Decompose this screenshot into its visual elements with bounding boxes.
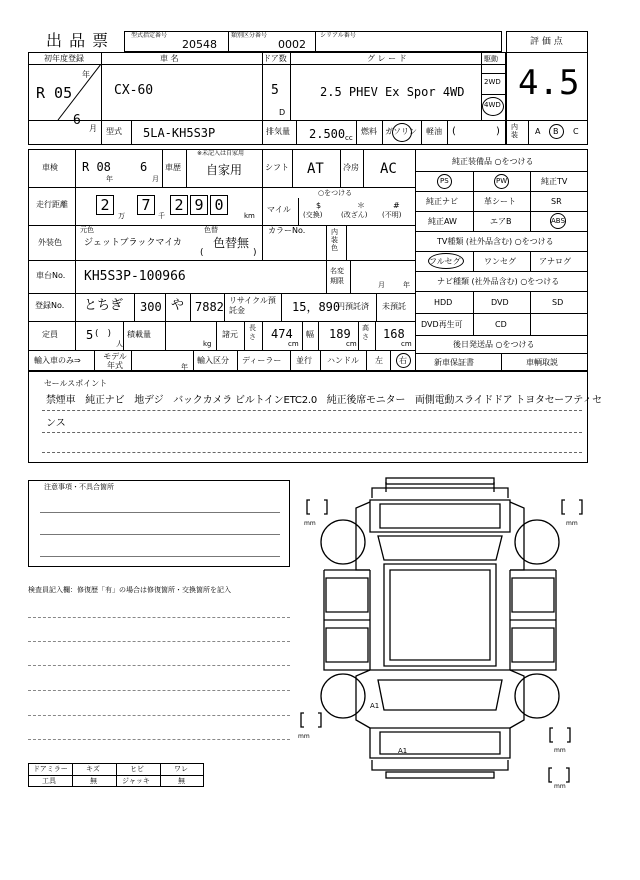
navi-type-header: ナビ種類 (社外品含む) ○をつける	[437, 277, 560, 286]
irokae-paren-open: (	[200, 248, 204, 258]
sekisai-label: 積載量	[127, 330, 151, 339]
legend-door-mirror: ドアミラー	[33, 765, 68, 773]
equip-abs: ABS	[551, 217, 565, 225]
chuui-label: 注意事項・不具合箇所	[44, 483, 114, 491]
teiin-value: 5	[86, 328, 94, 342]
teiin-label: 定員	[42, 330, 58, 339]
gaisou-label: 外装色	[38, 238, 62, 247]
odometer-digit-1: 2	[96, 195, 114, 215]
tv-fullseg: フルセグ	[429, 257, 461, 266]
legend-tools-value: 無	[90, 777, 97, 785]
legend-kizu: キズ	[86, 765, 100, 773]
car-damage-diagram	[290, 470, 590, 810]
shosho-label: 諸元	[222, 330, 238, 339]
model-label: モデル年式	[103, 352, 127, 370]
paren-open: (	[452, 126, 456, 137]
taka-cm: cm	[401, 340, 412, 348]
a1-bottom-mark: A1	[398, 747, 408, 755]
naisoushoku-label: 内装色	[331, 228, 338, 252]
legend-ware: ワレ	[174, 765, 188, 773]
irokae-label: 色替	[204, 226, 218, 234]
touroku-kana: や	[171, 298, 185, 313]
equip-leather-seat: 革シート	[484, 197, 516, 206]
navi-sd: SD	[552, 298, 564, 307]
irokae-paren-close: )	[253, 248, 257, 258]
recycle-value: 15，890	[292, 300, 341, 314]
ruibetsu-value: 0002	[278, 38, 306, 51]
equip-genuine-aw: 純正AW	[428, 217, 457, 226]
haikiryo-label: 排気量	[266, 127, 290, 136]
koukan-label: (交換)	[303, 211, 323, 219]
door-label: ドア数	[263, 54, 287, 63]
odometer-digit-5: 0	[210, 195, 228, 215]
touroku-number: 7882	[195, 300, 224, 314]
touroku-region: とちぎ	[84, 298, 124, 313]
kensa-label: 検査員記入欄：修復歴「有」の場合は修復箇所・交換箇所を記入	[28, 586, 231, 594]
colorno-label: カラーNo.	[268, 226, 306, 235]
naisou-grade-c: C	[573, 127, 579, 136]
shaken-label: 車検	[42, 163, 58, 172]
mm-label-rl: mm	[298, 733, 310, 740]
katashiki-shitei-label: 型式指定番号	[131, 32, 168, 39]
kaizan-label: (改ざん)	[341, 211, 368, 219]
fumei-label: (不明)	[382, 211, 402, 219]
hyoka-label: 評 価 点	[530, 37, 563, 47]
model-nen: 年	[181, 363, 188, 371]
tsuki-label: 月	[89, 124, 97, 133]
kudo-label: 駆動	[484, 55, 498, 63]
ruibetsu-label: 類別区分番号	[231, 32, 268, 39]
shaken-nen: 年	[106, 175, 113, 183]
shonendo-year: R 05	[36, 84, 73, 102]
yunyukubun-label: 輸入区分	[197, 356, 229, 365]
odometer-digit-3: 2	[170, 195, 188, 215]
equip-genuine-tv: 純正TV	[541, 177, 568, 186]
shift-label: シフト	[265, 163, 289, 172]
shadai-value: KH5S3P-100966	[84, 269, 186, 284]
km-unit: km	[244, 212, 255, 220]
door-count: 5	[271, 83, 279, 98]
color-value: ジェットブラックマイカ	[84, 238, 182, 248]
shaken-month: 6	[140, 160, 148, 174]
haba-label: 幅	[306, 330, 314, 339]
shaken-tsuki: 月	[152, 175, 159, 183]
equip-sr: SR	[551, 197, 562, 206]
shadai-label: 車台No.	[36, 271, 66, 280]
yunyu-label: 輸入車のみ⇒	[34, 356, 81, 365]
shamei-label: 車 名	[160, 54, 179, 63]
legend-jack-value: 無	[178, 777, 185, 785]
touroku-label: 登録No.	[35, 301, 65, 310]
a1-left-mark: A1	[370, 702, 380, 710]
equip-airbag: エアB	[490, 217, 512, 226]
nenryo-label: 燃料	[361, 127, 377, 136]
taka-value: 168	[383, 327, 405, 341]
haikiryo-value: 2.500	[309, 127, 346, 141]
naga-cm: cm	[288, 340, 299, 348]
later-shipping-header: 後日発送品 ○をつける	[453, 340, 535, 349]
shift-value: AT	[307, 161, 324, 177]
naisou-grade-a: A	[535, 127, 541, 136]
recycle-unit: 円預託済	[337, 302, 369, 311]
notes-box	[28, 480, 290, 567]
legend-hibi: ヒビ	[130, 765, 144, 773]
heikou-option: 並行	[296, 356, 312, 365]
grade-value: 2.5 PHEV Ex Spor 4WD	[320, 85, 465, 99]
dollar-symbol: $	[316, 201, 322, 210]
new-car-warranty: 新車保証書	[434, 358, 474, 367]
shareki-value: 自家用	[206, 163, 243, 177]
katashiki-value: 5LA-KH5S3P	[143, 126, 216, 140]
katashiki-label: 型式	[106, 127, 122, 136]
mile-label: マイル	[267, 205, 291, 214]
nen-label: 年	[82, 70, 90, 79]
mm-label-fr: mm	[566, 520, 578, 527]
shaken-year: R 08	[82, 160, 111, 174]
soukou-label: 走行距離	[36, 200, 68, 209]
mm-label-fl: mm	[304, 520, 316, 527]
nin-unit: 人	[116, 340, 123, 348]
shamei-value: CX-60	[114, 83, 154, 98]
sales-point-line-1: 禁煙車 純正ナビ 地デジ バックカメラ ビルトインETC2.0 純正後席モニター 両側電動スライドドア トヨタセーフティセ	[46, 395, 602, 406]
naga-value: 474	[271, 327, 293, 341]
equip-ps: PS	[440, 177, 449, 185]
mm-label-spare: mm	[554, 783, 566, 790]
grade-label: グ レ ー ド	[367, 54, 407, 63]
reibou-value: AC	[380, 161, 397, 177]
equip-pw: PW	[496, 177, 508, 185]
score-value: 4.5	[518, 63, 580, 103]
katashiki-shitei-value: 20548	[182, 38, 217, 51]
man-unit: 万	[118, 212, 125, 220]
header-id-box	[124, 31, 502, 52]
sales-point-label: セールスポイント	[44, 379, 108, 388]
reibou-label: 冷房	[343, 163, 359, 172]
shonendo-month: 6	[73, 113, 81, 128]
naga-label: 長さ	[249, 324, 256, 341]
asterisk-symbol: ＊	[357, 201, 365, 210]
haba-cm: cm	[346, 340, 357, 348]
shareki-label: 車歴	[165, 163, 181, 172]
irokae-value: 色替無	[213, 236, 250, 250]
hash-symbol: #	[393, 201, 400, 210]
drive-2wd: 2WD	[484, 78, 501, 86]
legend-tools: 工具	[42, 777, 56, 785]
kg-unit: kg	[203, 340, 212, 348]
navi-hdd: HDD	[434, 298, 453, 307]
naisou-grade-b: B	[553, 127, 559, 136]
naisou-label: 内装	[511, 123, 518, 139]
tv-analog: アナログ	[539, 257, 571, 266]
tv-type-header: TV種類 (社外品含む) ○をつける	[437, 237, 554, 246]
sen-unit: 千	[158, 212, 165, 220]
gasoline-option: ガソリン	[385, 127, 417, 136]
vehicle-manual: 車輌取説	[526, 358, 558, 367]
legend-jack: ジャッキ	[122, 777, 150, 785]
handle-right: 右	[399, 356, 407, 365]
shonendo-label: 初年度登録	[44, 54, 84, 63]
miyotaku-label: 未預託	[382, 302, 406, 311]
handle-left: 左	[375, 356, 383, 365]
mile-tsukeru-note: ○をつける	[318, 189, 353, 197]
keiyu-option: 軽油	[426, 127, 442, 136]
sheet-title: 出 品 票	[46, 31, 110, 50]
meihen-day: 年	[403, 281, 410, 289]
handle-label: ハンドル	[327, 356, 359, 365]
cc-unit: cc	[345, 134, 353, 142]
navi-dvd: DVD	[491, 298, 509, 307]
odometer-digit-4: 9	[190, 195, 208, 215]
paren-close: )	[496, 126, 500, 137]
navi-dvd-playable: DVD再生可	[421, 320, 463, 329]
motoiro-label: 元色	[80, 226, 94, 234]
door-suffix: D	[279, 108, 286, 117]
haba-value: 189	[329, 327, 351, 341]
sales-point-box	[28, 371, 588, 463]
dealer-option: ディーラー	[242, 356, 282, 365]
odometer-digit-2: 7	[137, 195, 155, 215]
equip-genuine-navi: 純正ナビ	[426, 197, 458, 206]
genuine-equip-header: 純正装備品 ○をつける	[452, 157, 534, 166]
drive-4wd: 4WD	[484, 101, 501, 109]
shareki-note: ※未記入は自家用	[197, 150, 245, 157]
meihen-tsuki: 月	[378, 281, 385, 289]
tv-oneseg: ワンセグ	[484, 257, 516, 266]
sales-point-line-2: ンス	[46, 418, 66, 429]
serial-label: シリアル番号	[320, 32, 356, 39]
meihen-label: 名変期限	[330, 267, 344, 285]
teiin-paren: ( )	[95, 329, 112, 339]
navi-cd: CD	[495, 320, 507, 329]
recycle-label: リサイクル預託金	[229, 296, 276, 315]
touroku-class: 300	[140, 300, 162, 314]
mm-label-rr: mm	[554, 747, 566, 754]
taka-label: 高さ	[362, 324, 369, 341]
